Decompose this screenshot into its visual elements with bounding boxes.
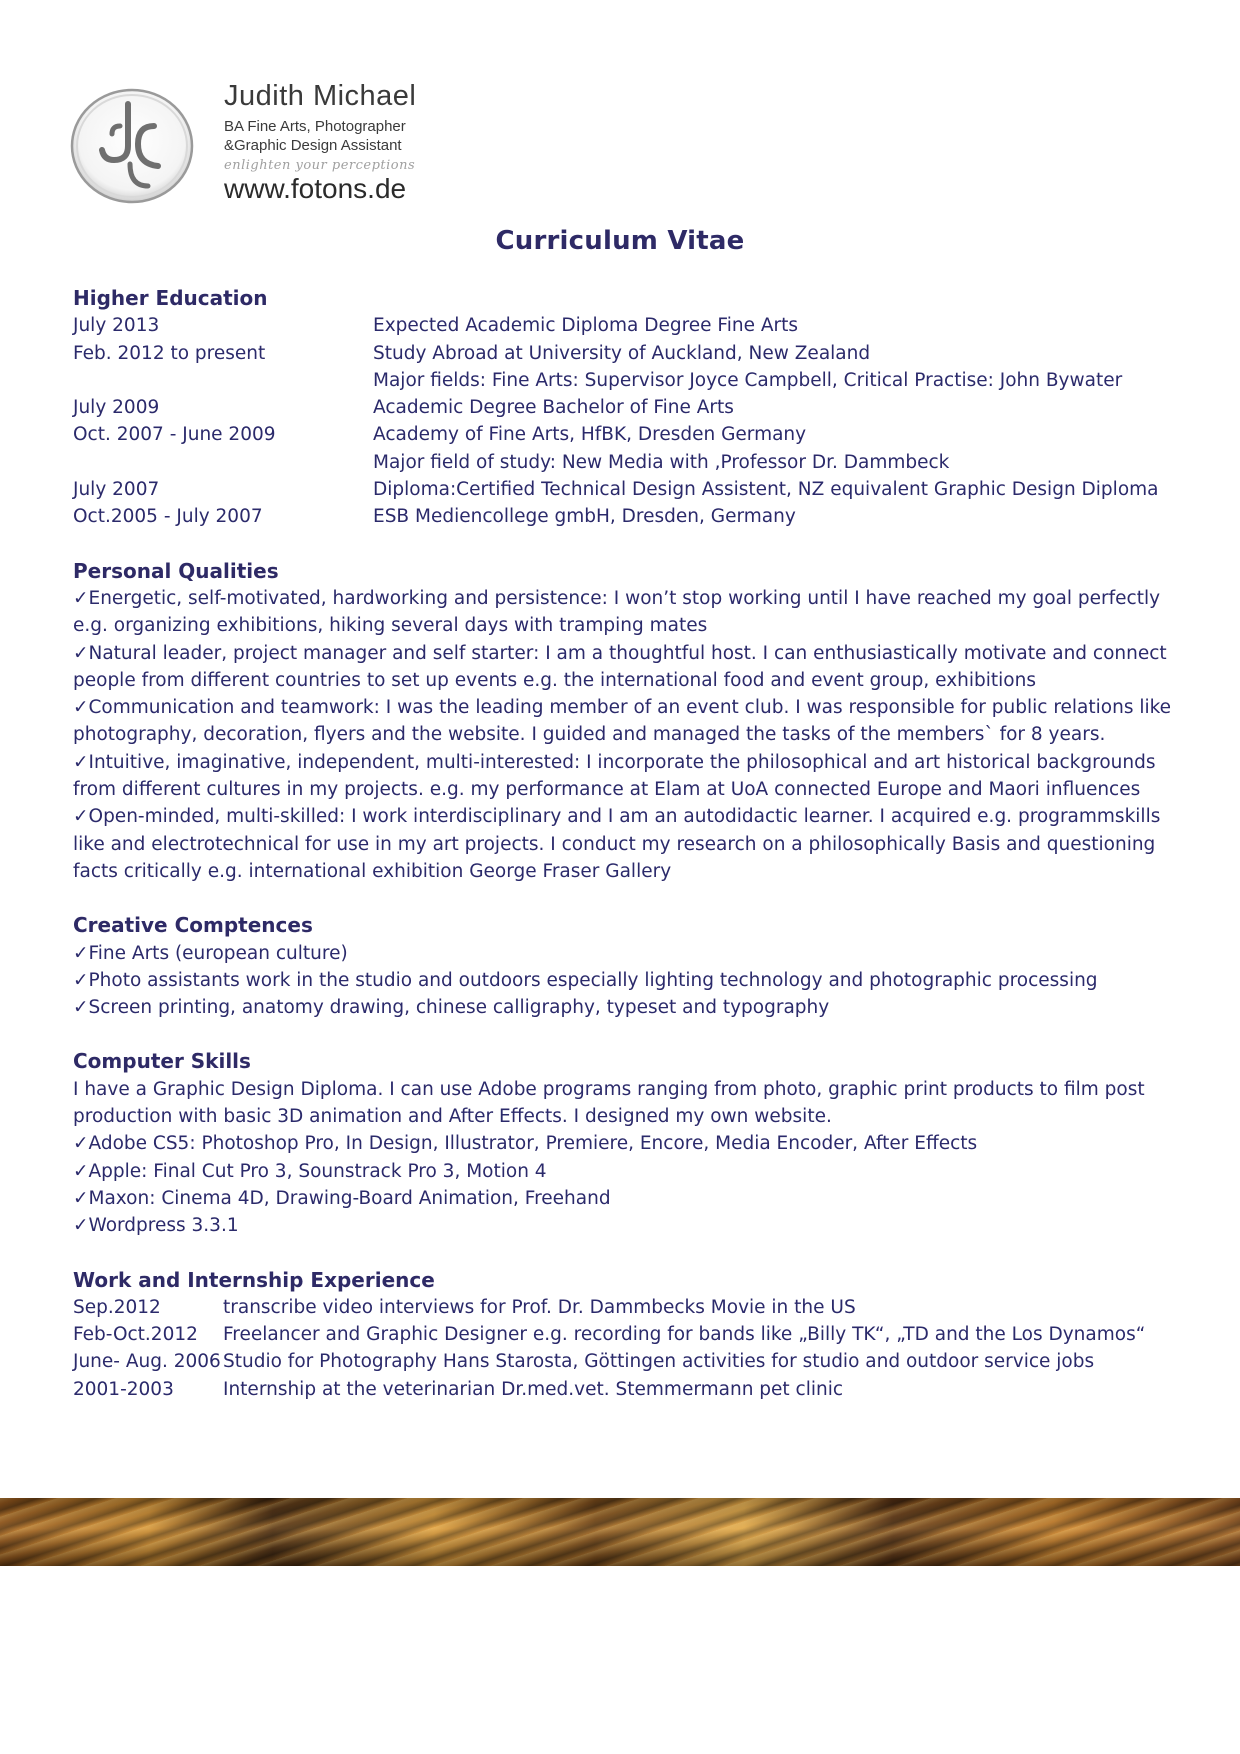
quality-item: ✓Intuitive, imaginative, independent, multi-interested: I incorporate the philosophical and art historical backgrounds from different cultures in my projects. e.g. my performance at Elam at UoA connected Europe and Maori influences bbox=[73, 751, 1156, 801]
work-row bbox=[73, 1294, 1193, 1321]
competence-item: ✓Photo assistants work in the studio and outdoors especially lighting technology and photographic processing bbox=[73, 969, 1098, 991]
education-date: July 2007 bbox=[73, 479, 160, 501]
section-spacer bbox=[73, 531, 1193, 558]
education-text: Diploma:Certified Technical Design Assistent, NZ equivalent Graphic Design Diploma bbox=[373, 479, 1159, 501]
skill-item: ✓Wordpress 3.3.1 bbox=[73, 1215, 239, 1237]
competence-item: ✓Fine Arts (european culture) bbox=[73, 942, 348, 964]
education-row bbox=[73, 476, 1193, 503]
work-date: June- Aug. 2006 bbox=[73, 1351, 221, 1373]
skill-item: ✓Adobe CS5: Photoshop Pro, In Design, Illustrator, Premiere, Encore, Media Encoder, After Effects bbox=[73, 1133, 978, 1155]
document-title: Curriculum Vitae bbox=[495, 226, 745, 256]
header-tagline: enlighten your perceptions bbox=[224, 158, 416, 173]
section-heading-creative-competences: Creative Comptences bbox=[73, 913, 313, 938]
cv-content bbox=[73, 285, 1193, 1403]
work-text: Studio for Photography Hans Starosta, Göttingen activities for studio and outdoor service jobs bbox=[223, 1351, 1095, 1373]
education-date: July 2013 bbox=[73, 315, 160, 337]
education-date: Feb. 2012 to present bbox=[73, 342, 266, 364]
quality-item: ✓Open-minded, multi-skilled: I work interdisciplinary and I am an autodidactic learner. I acquired e.g. programmskills like and electrotechnical for use in my art projects. I conduct my research on a philosophically Basis and questioning facts critically e.g. international exhibition George Fraser Gallery bbox=[73, 806, 1161, 882]
work-date: Sep.2012 bbox=[73, 1296, 161, 1318]
education-row bbox=[73, 394, 1193, 421]
skill-item: ✓Maxon: Cinema 4D, Drawing-Board Animation, Freehand bbox=[73, 1187, 611, 1209]
computer-skills-intro: I have a Graphic Design Diploma. I can use Adobe programs ranging from photo, graphic print products to film post production with basic 3D animation and After Effects. I designed my own website. bbox=[73, 1078, 1145, 1128]
education-text: ESB Mediencollege gmbH, Dresden, Germany bbox=[373, 506, 796, 528]
education-row bbox=[73, 367, 1193, 394]
work-text: Freelancer and Graphic Designer e.g. recording for bands like „Billy TK“, „TD and the Los Dynamos“ bbox=[223, 1324, 1146, 1346]
work-date: Feb-Oct.2012 bbox=[73, 1324, 198, 1346]
education-date bbox=[73, 449, 373, 476]
section-heading-computer-skills: Computer Skills bbox=[73, 1049, 251, 1074]
header-website: www.fotons.de bbox=[224, 173, 407, 204]
jc-monogram-logo bbox=[68, 86, 196, 206]
header-subtitle-1: BA Fine Arts, Photographer bbox=[224, 118, 406, 135]
education-row bbox=[73, 503, 1193, 530]
education-row bbox=[73, 340, 1193, 367]
section-heading-personal-qualities: Personal Qualities bbox=[73, 558, 279, 583]
education-date: Oct.2005 - July 2007 bbox=[73, 506, 263, 528]
section-heading-higher-education: Higher Education bbox=[73, 286, 268, 310]
section-spacer bbox=[73, 1240, 1193, 1267]
education-text: Expected Academic Diploma Degree Fine Arts bbox=[373, 315, 798, 337]
quality-item: ✓Energetic, self-motivated, hardworking and persistence: I won’t stop working until I have reached my goal perfectly e.g. organizing exhibitions, hiking several days with tramping mates bbox=[73, 587, 1161, 637]
header-subtitle-2: &Graphic Design Assistant bbox=[224, 137, 402, 154]
education-text: Academic Degree Bachelor of Fine Arts bbox=[373, 397, 734, 419]
section-spacer bbox=[73, 885, 1193, 912]
education-text: Major field of study: New Media with ,Professor Dr. Dammbeck bbox=[373, 451, 950, 473]
education-text: Academy of Fine Arts, HfBK, Dresden Germany bbox=[373, 424, 807, 446]
quality-item: ✓Natural leader, project manager and self starter: I am a thoughtful host. I can enthusiastically motivate and connect people from different countries to set up events e.g. the international food and event group, exhibitions bbox=[73, 642, 1167, 691]
skill-item: ✓Apple: Final Cut Pro 3, Sounstrack Pro 3, Motion 4 bbox=[73, 1160, 547, 1182]
education-date: July 2009 bbox=[73, 397, 160, 419]
competence-item: ✓Screen printing, anatomy drawing, chinese calligraphy, typeset and typography bbox=[73, 997, 830, 1019]
quality-item: ✓Communication and teamwork: I was the leading member of an event club. I was responsible for public relations like photography, decoration, flyers and the website. I guided and managed the tasks of the members` for 8 years. bbox=[73, 697, 1172, 746]
work-text: Internship at the veterinarian Dr.med.vet. Stemmermann pet clinic bbox=[223, 1378, 844, 1400]
education-date bbox=[73, 367, 373, 394]
decorative-footer-band bbox=[0, 1498, 1240, 1566]
education-text: Major fields: Fine Arts: Supervisor Joyce Campbell, Critical Practise: John Bywater bbox=[373, 369, 1123, 391]
education-row bbox=[73, 421, 1193, 448]
work-row bbox=[73, 1348, 1193, 1375]
section-heading-work-experience: Work and Internship Experience bbox=[73, 1267, 435, 1292]
work-text: transcribe video interviews for Prof. Dr. Dammbecks Movie in the US bbox=[223, 1296, 856, 1318]
header-name: Judith Michael bbox=[224, 80, 417, 112]
education-row bbox=[73, 449, 1193, 476]
work-row bbox=[73, 1376, 1193, 1403]
education-date: Oct. 2007 - June 2009 bbox=[73, 424, 276, 446]
education-row bbox=[73, 312, 1193, 339]
work-date: 2001-2003 bbox=[73, 1378, 174, 1400]
section-spacer bbox=[73, 1021, 1193, 1048]
education-text: Study Abroad at University of Auckland, New Zealand bbox=[373, 342, 871, 364]
work-row bbox=[73, 1321, 1193, 1348]
